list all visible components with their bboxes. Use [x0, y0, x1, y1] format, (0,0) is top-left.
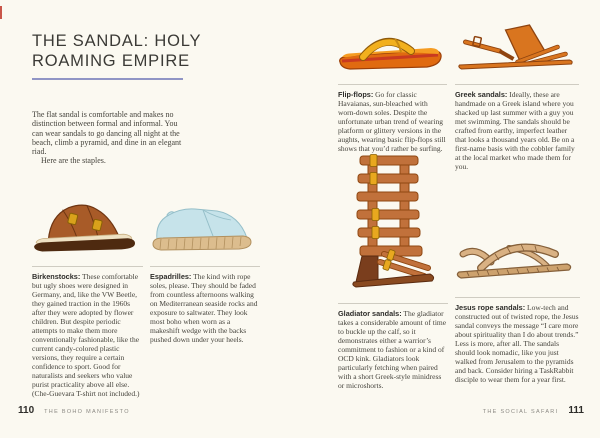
entry-greek-sandals-text: Ideally, these are handmade on a Greek island where you shacked up last summer with a guy you met swimming. The sandals should be crafted from earthy, imperfect leather that looks a thousand years old. Be on a first-name basis with the cobbler family at the local market who made them for you. — [455, 90, 575, 171]
entry-gladiator-sandals-label: Gladiator sandals: — [338, 309, 402, 318]
entry-birkenstocks-label: Birkenstocks: — [32, 272, 81, 281]
entry-espadrilles-label: Espadrilles: — [150, 272, 192, 281]
birkenstock-illustration — [28, 193, 142, 257]
intro-text: The flat sandal is comfortable and makes no distinction between formal and informal. You can wear sandals to go dancing all night at the beach, climb a pyramid, and dine in an elegant riad. — [32, 110, 182, 157]
entry-birkenstocks-text: These comfortable but ugly shoes were designed in Germany, and, like the VW Beetle, they gained traction in the 1960s after they were adopted by flower children. But despite periodic attempts to make them more conventionally fashionable, like the current candy-colored plastic versions, they require a certain confidence to sport. Good for naturalists and seekers who value purist practicality above all else. (Che-Guevara T-shirt not included.) — [32, 272, 140, 398]
entry-jesus-rope-sandals-label: Jesus rope sandals: — [455, 303, 526, 312]
intro-paragraph — [32, 110, 186, 166]
gladiator-sandal-illustration — [344, 150, 439, 295]
page-number-right: 111 — [568, 405, 584, 416]
running-title-left: THE BOHO MANIFESTO — [44, 409, 130, 415]
espadrille-illustration — [146, 196, 258, 254]
entry-flip-flops-text: Go for classic Havaianas, sun-bleached with worn-down soles. Despite the unfortunate urban trend of wearing platform or glittery versions in the aughts, wearing basic flip-flops still shows that you’d rather be surfing. — [338, 90, 446, 153]
entry-flip-flops-label: Flip-flops: — [338, 90, 374, 99]
footer-right — [483, 405, 584, 416]
page-title-line2: ROAMING EMPIRE — [32, 52, 190, 70]
page-edge-mark — [0, 6, 2, 19]
page-number-left: 110 — [18, 405, 35, 416]
running-title-right: THE SOCIAL SAFARI — [482, 409, 559, 415]
entry-gladiator-sandals-text: The gladiator takes a considerable amount of time to buckle up the calf, so it demonstrates either a warrior’s commitment to fashion or a kind of OCD kink. Gladiators look particularly fetching when paired with a short Greek-style minidress or microshorts. — [338, 309, 447, 390]
flip-flop-illustration — [334, 26, 446, 78]
greek-sandal-illustration — [452, 18, 580, 76]
jesus-rope-sandal-illustration — [450, 224, 582, 288]
intro-text-2: Here are the staples. — [41, 156, 106, 166]
footer-left — [18, 405, 130, 416]
entry-birkenstocks — [32, 266, 143, 398]
page-title-line1: THE SANDAL: HOLY — [32, 32, 202, 50]
entry-espadrilles-text: The kind with rope soles, please. They should be faded from countless afternoons walking on Mediterranean seaside rocks and exposure to saltwater. They look most boho when worn as a makeshift wedge with the backs pushed down under your heels. — [150, 272, 258, 344]
entry-espadrilles — [150, 266, 260, 344]
entry-flip-flops — [338, 84, 447, 153]
entry-greek-sandals — [455, 84, 579, 171]
entry-greek-sandals-label: Greek sandals: — [455, 90, 508, 99]
entry-gladiator-sandals — [338, 303, 448, 390]
entry-jesus-rope-sandals-text: Low-tech and constructed out of twisted rope, the Jesus sandal conveys the message “I care more about spirituality than I do about trends.” Less is more, after all. The sandals should look nomadic, like you just walked from Jerusalem to the pyramids and back. Consider hiring a TaskRabbit disciple to wear them for a year first. — [455, 303, 579, 384]
entry-jesus-rope-sandals — [455, 297, 580, 384]
page-title — [32, 31, 272, 71]
title-rule — [32, 78, 183, 80]
